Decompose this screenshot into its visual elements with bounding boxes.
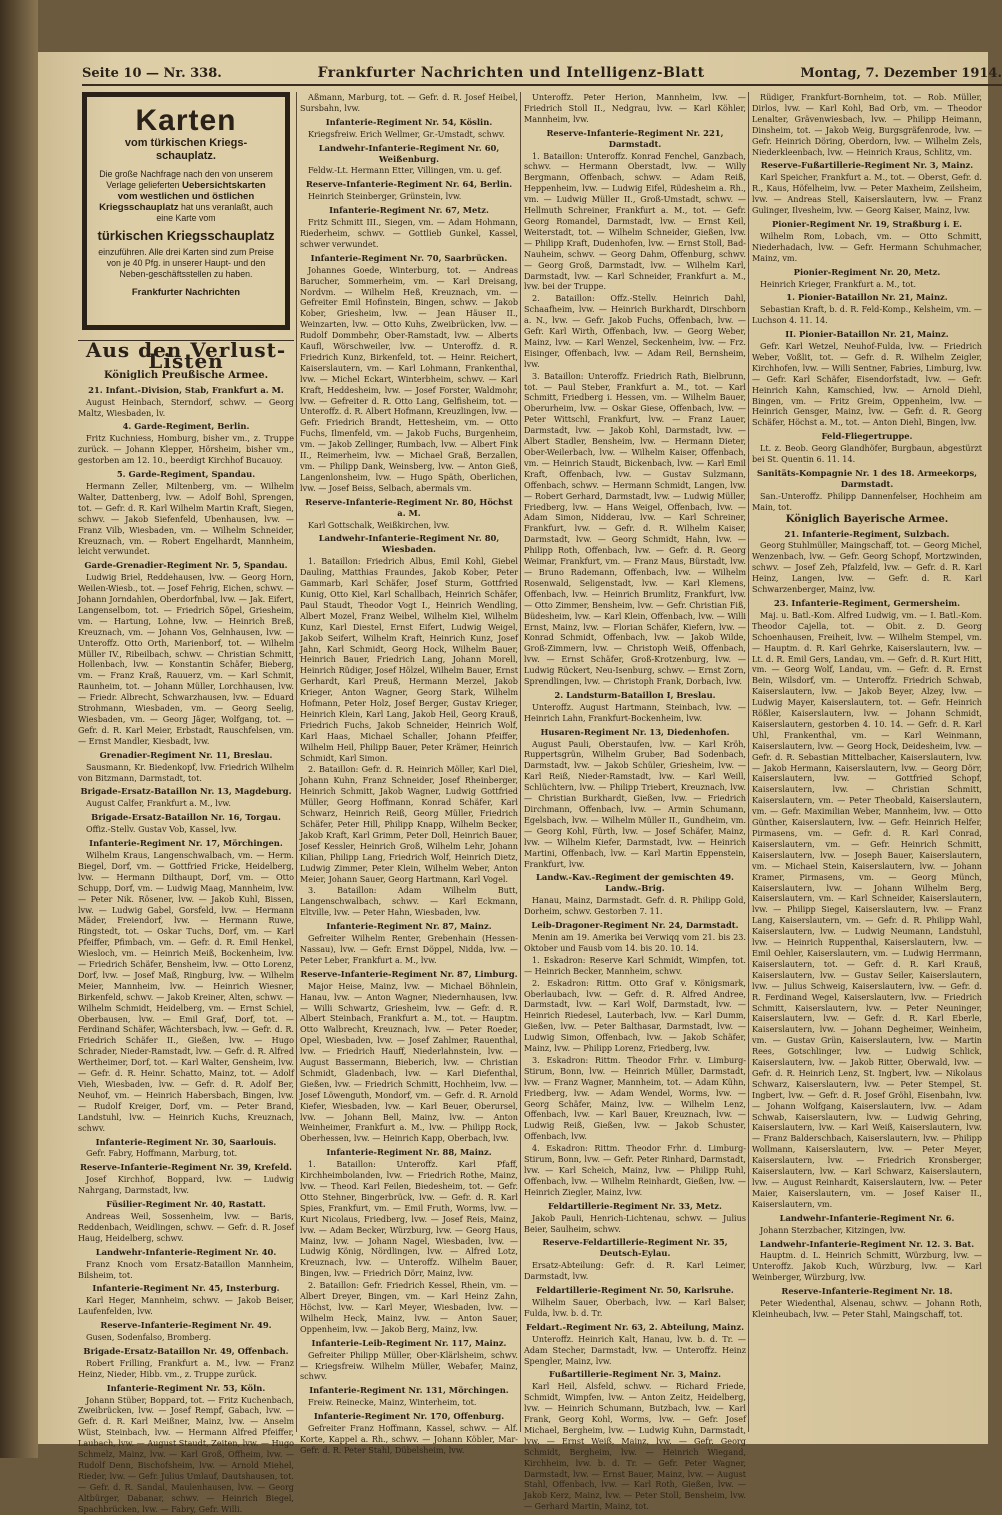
column-1-content xyxy=(78,385,294,1515)
casualty-entry: Unteroffz. Peter Herion, Mannheim, lvw. — Friedrich Stoll II., Nedgrau, lvw. — Karl Köhler, Mannheim, lvw. xyxy=(524,92,746,124)
casualty-entry: Karl Gottschalk, Weißkirchen, lvw. xyxy=(308,519,450,530)
column-4-content xyxy=(752,92,982,1320)
regiment-heading: Infanterie-Leib-Regiment Nr. 117, Mainz. xyxy=(311,1337,507,1348)
casualty-entry: Gefr. Fabry, Hoffmann, Marburg, tot. xyxy=(86,1148,238,1159)
casualty-entry: Sebastian Kraft, b. d. R. Feld-Komp., Kelsheim, vm. — Luchson 4. 11. 14. xyxy=(752,304,982,326)
regiment-heading: Infanterie-Regiment Nr. 45, Insterburg. xyxy=(92,1283,280,1294)
column-1 xyxy=(78,92,294,1514)
casualty-entry: 4. Eskadron: Rittm. Theodor Frhr. d. Limburg-Stirum, Bonn, lvw. — Gefr. Peter Rinhard, Darmstadt, lvw. — Karl Scheich, Mainz, lvw. — Philipp Ruhl, Offenbach, lvw. — Wilhelm Reinhardt, Gießen, lvw. — Heinrich Ziegler, Mainz, lvw. xyxy=(524,1143,746,1197)
casualty-entry: Josef Kirchhof, Boppard, lvw. — Ludwig Nahrgang, Darmstadt, lvw. xyxy=(78,1174,294,1196)
casualty-entry: 3. Eskadron: Rittm. Theodor Frhr. v. Limburg-Stirum, Bonn, lvw. — Heinrich Müller, Darmstadt, lvw. — Franz Wagner, Mannheim, tot. — Adam Kühn, Friedberg, lvw. — Adam Wendel, Worms, lvw. — Georg Schäfer, Mainz, lvw. — Wilhelm Lenz, Offenbach, lvw. — Karl Bauer, Kreuznach, lvw. — Ludwig Reiß, Gießen, lvw. — Jakob Schuster, Offenbach, lvw. xyxy=(524,1054,746,1142)
column-rule xyxy=(520,92,521,1432)
column-3-content xyxy=(524,92,746,1512)
regiment-heading: Garde-Grenadier-Regiment Nr. 5, Spandau. xyxy=(84,560,288,571)
casualty-entry: Wilhelm Rom, Lobach, vm. — Otto Schmitt, Niederhadach, lvw. — Gefr. Hermann Schuhmacher, Mainz, vm. xyxy=(752,230,982,263)
casualty-entry: Andreas Weil, Sossenheim, lvw. — Baris, Reddenbach, Weidlingen, schwv. — Gefr. d. R. Josef Haug, Heidelberg, schwv. xyxy=(78,1210,294,1243)
regiment-heading: Feldartillerie-Regiment Nr. 33, Metz. xyxy=(548,1200,722,1211)
casualty-entry: 2. Bataillon: Gefr. d. R. Heinrich Möller, Karl Diel, Johann Kuhn, Franz Schneider, Josef Rheinberger, Heinrich Schmitt, Jakob Wagner, Ludwig Gottfried Müller, Georg Hoffmann, Konrad Schäfer, Karl Schwarz, Heinrich Reiß, Georg Müller, Friedrich Schäfer, Peter Hill, Philipp Knapp, Wilhelm Becker, Jakob Kraft, Karl Grimm, Peter Doll, Heinrich Bauer, Josef Kessler, Heinrich Groß, Wilhelm Lehr, Johann Kilian, Philipp Lang, Friedrich Wolf, Heinrich Dietz, Ludwig Zimmer, Peter Klein, Wilhelm Weber, Anton Meier, Johann Sauer, Georg Hartmann, Karl Vogel. xyxy=(300,764,518,884)
casualty-entry: Heinrich Krieger, Frankfurt a. M., tot. xyxy=(760,278,917,289)
casualty-entry: August Heinbach, Sterndorf, schwv. — Georg Maltz, Wiesbaden, lv. xyxy=(78,396,294,418)
ad-highlight: türkischen Kriegsschauplatz xyxy=(97,228,275,243)
section-subheadline: Königlich Preußische Armee. xyxy=(103,369,269,381)
casualty-entry: Fritz Kuchniess, Homburg, bisher vm., z. Truppe zurück. — Johann Klepper, Hörsheim, bisher vm., gestorben am 12. 10., beerdigt Kirchhof Bucauoy. xyxy=(78,433,294,466)
column-3 xyxy=(524,92,746,1512)
casualty-entry: Hermann Zeller, Miltenberg, vm. — Wilhelm Walter, Dattenberg, lvw. — Adolf Bohl, Sprengen, tot. — Gefr. d. R. Karl Wilhelm Martin Kraft, Siegen, schwv. — Jakob Siefenfeld, Ubenhausen, lvw. — Franz Vilb, Wiesbaden, vm. — Wilhelm Schneider, Kreuznach, vm. — Robert Engelhardt, Mannheim, leicht verwundet. xyxy=(78,480,294,557)
casualty-entry: Heinrich Steinberger, Grünstein, lvw. xyxy=(308,191,462,202)
regiment-heading: Infanterie-Regiment Nr. 53, Köln. xyxy=(106,1382,266,1393)
casualty-entry: Peter Wiedenthal, Alsenau, schwv. — Johann Roth, Kleinheubach, lvw. — Peter Stahl, Maingschaff, tot. xyxy=(752,1298,982,1319)
ad-body-bold: Uebersichtskarten vom westlichen und östlichen Kriegsschauplatz xyxy=(99,180,266,213)
casualty-entry: Wilhelm Sauer, Oberbach, lvw. — Karl Balser, Fulda, lvw. b. d. Tr. xyxy=(524,1296,746,1318)
casualty-entry: Gefreiter Philipp Müller, Ober-Klärlsheim, schwv. — Kriegsfreiw. Wilhelm Müller, Webafer, Mainz, schwv. xyxy=(300,1349,518,1382)
casualty-entry: 3. Bataillon: Unteroffz. Friedrich Rath, Bielbrunn, tot. — Paul Steber, Frankfurt a. M., tot. — Karl Schmitt, Friedberg i. Hessen, vm. — Wilhelm Bauer, Oberurheim, lvw. — Oskar Giese, Offenbach, lvw. — Peter Wittschl, Frankfurt, lvw. — Franz Lauer, Darmstadt, lvw. — Jakob Kohl, Darmstadt, lvw. — Albert Stadler, Bensheim, lvw. — Hermann Dieter, Ober-Weilerbach, lvw. — Wilhelm Kaiser, Offenbach, vm. — Heinrich Staudt, Bickenbach, lvw. — Karl Emil Kraft, Offenbach, lvw. — Gustav Sulzmann, Offenbach, schwv. — Hermann Schmidt, Langen, lvw. — Robert Gerhard, Darmstadt, lvw. — Ludwig Müller, Friedberg, lvw. — Hans Weigel, Offenbach, lvw. — Adam Simon, Nidderau, lvw. — Karl Schreiner, Frankfurt, lvw. — Gefr. d. R. Wilhelm Kaiser, Darmstadt, lvw. — Georg Schmidt, Hahn, lvw. — Philipp Roth, Offenbach, lvw. — Gefr. d. R. Georg Weimar, Frankfurt, vm. — Franz Maus, Bürstadt, lvw. — Bruno Rademann, Offenbach, lvw. — Wilhelm Rosenwald, Seligenstadt, lvw. — Karl Klemens, Offenbach, lvw. — Heinrich Brumlitz, Frankfurt, lvw. — Otto Zimmer, Bensheim, lvw. — Gefr. Christian Fiß, Büdesheim, lvw. — Karl Klein, Offenbach, lvw. — Willi Ernst, Mainz, lvw. — Florian Schäfer, Kiefern, lvw. — Konrad Schmidt, Offenbach, lvw. — Jakob Wilde, Groß-Zimmern, lvw. — Christoph Weiß, Offenbach, lvw. — Ernst Schäfer, Groß-Krotzenburg, lvw. — Ludwig Rückert, Neu-Isenburg, schwv. — Ernst Zorn, Sprendlingen, lvw. — Christoph Frank, Dorbach, lvw. xyxy=(524,370,746,687)
casualty-entry: Johannes Goede, Winterburg, tot. — Andreas Barucher, Sommerheim, vm. — Karl Dreisang, Nordvm. — Wilhelm Heß, Kreuznach, vm. — Gefreiter Emil Hofinstein, Bingen, schwv. — Jakob Kober, Griesheim, lvw. — Jean Häuser II., Weinzarten, lvw. — Otto Kuhs, Zweibrücken, lvw. — Rudolf Dommbehr, Ober-Ramstadt, lvw. — Alberts Kaufl, Wörschweiler, lvw. — Unteroffz. d. R. Friedrich Kunz, Birkenfeld, tot. — Heinr. Reichert, Kaiserslautern, vm. — Karl Lohmann, Frankenthal, lvw. — Michel Eckart, Winterbheim, schwv. — Karl Kraft, Heddesheim, lvw. — Josef Forster, Waldmohr, lvw. — Gefreiter d. R. Otto Lang, Gelfisheim, tot. — Unteroffz. d. R. Albert Hofmann, Kreuzlingen, lvw. — Gefr. Friedrich Brandt, Hettesheim, vm. — Otto Fuchs, Ilmenfeld, vm. — Jakob Fuchs, Burgenheim, vm. — Jakob Zellinger, Rumbach, lvw. — Albert Fink II., Reimerheim, lvw. — Michael Graß, Berzallen, vm. — Philipp Dank, Weinsberg, lvw. — Anton Gieß, Langenlonsheim, lvw. — Hugo Späth, Oberlichen, lvw. — Josef Beiss, Selbach, abermals vm. xyxy=(300,264,518,493)
ad-subtitle: vom türkischen Kriegs-schauplatz. xyxy=(124,137,248,162)
casualty-entry: Feldw.-Lt. Hermann Etter, Villingen, vm. u. gef. xyxy=(308,165,502,176)
book-spine xyxy=(0,0,38,1458)
regiment-heading: Königlich Bayerische Armee. xyxy=(785,513,949,525)
regiment-heading: Infanterie-Regiment Nr. 67, Metz. xyxy=(329,205,489,216)
regiment-heading: Infanterie-Regiment Nr. 170, Offenburg. xyxy=(313,1411,505,1422)
casualty-entry: 1. Eskadron: Reserve Karl Schmidt, Wimpfen, tot. — Heinrich Becker, Mannheim, schwv. xyxy=(524,954,746,976)
casualty-entry: Karl Heger, Mannheim, schwv. — Jakob Beiser, Laufenfelden, lvw. xyxy=(78,1295,294,1317)
casualty-entry: 1. Bataillon: Unteroffz. Konrad Fenchel, Ganzbach, schwv. — Hermann Oberstadt, lvw. — Willy Bergmann, Offenbach, schwv. — Adam Reiß, Heppenheim, lvw. — Ludwig Eifel, Rüdesheim a. Rh., vm. — Ludwig Müller II., Groß-Umstadt, schwv. — Hellmuth Schreiner, Frankfurt a. M., tot. — Gefr. Georg Romandel, Darmstadt, lvw. — Ernst Keil, Weiterstadt, tot. — Wilhelm Schneider, Gießen, lvw. — Philipp Kraft, Dudenhofen, lvw. — Ernst Stoll, Bad-Nauheim, schwv. — Georg Dahm, Offenburg, schwv. — Georg Groß, Darmstadt, lvw. — Wilhelm Karl, Darmstadt, lvw. — Karl Schneider, Frankfurt a. M., lvw. bei der Truppe. xyxy=(524,150,746,292)
casualty-entry: Fritz Schmitt III., Siegen, vm. — Adam Hohmann, Riederheim, schwv. — Gottlieb Gunkel, Kassel, schwer verwundet. xyxy=(300,217,518,249)
regiment-heading: Fußartillerie-Regiment Nr. 3, Mainz. xyxy=(548,1369,722,1380)
casualty-entry: Lt. z. Beob. Georg Glandhöfer, Burgbaun, abgestürzt bei St. Quentin 6. 11. 14. xyxy=(752,443,982,465)
casualty-entry: Robert Frilling, Frankfurt a. M., lvw. — Franz Heinz, Nieder, Hibb. vm., z. Truppe zurück. xyxy=(78,1357,294,1379)
casualty-entry: Jakob Pauli, Henrich-Lichtenau, schwv. — Julius Beier, Saulheim, schwv. xyxy=(524,1212,746,1234)
regiment-heading: Feld-Fliegertruppe. xyxy=(821,431,913,442)
regiment-heading: Infanterie-Regiment Nr. 70, Saarbrücken. xyxy=(310,252,508,263)
regiment-heading: Reserve-Infanterie-Regiment Nr. 221, Darmstadt. xyxy=(546,127,724,149)
regiment-heading: Reserve-Feldartillerie-Regiment Nr. 35, Deutsch-Eylau. xyxy=(542,1237,728,1259)
casualty-entry: Gefreiter Franz Hoffmann, Kassel, schwv. — Alf. Korte, Kappel a. Rh., schwv. — Johann Köbler, Mar-Gefr. d. R. Peter Stahl, Dübelsheim, lvw. xyxy=(300,1423,518,1455)
ad-body-text: Die große Nachfrage nach den von unserem Verlage gelieferten xyxy=(99,169,273,190)
regiment-heading: Reserve-Infanterie-Regiment Nr. 39, Krefeld. xyxy=(79,1162,293,1173)
casualty-entry: Maj. u. Batl.-Kom. Alfred Ludwig, vm. — I. Batl.-Kom. Theodor Cajella, tot. — Obit. z. D. Georg Schoenhausen, Freiheit, lvw. — Wilhelm Stempel, vm. — Hauptm. d. R. Karl Gehrke, Kaiserslautern, lvw. — Lt. d. R. Emil Gers, Landau, vm. — Gefr. d. R. Kurt Hitt, vm. — Georg Wolf, Landau, vm. — Gefr. d. R. Ernst Bein, Wilsdorf, vm. — Unteroffz. Friedrich Schwab, Kaiserslautern, lvw. — Jakob Beyer, Alzey, lvw. — Ludwig Mayer, Kaiserslautern, tot. — Gefr. Heinrich Rößler, Kaiserslautern, lvw. — Johann Schmidt, Kaiserslautern, gestorben 4. 10. 14. — Gefr. d. R. Karl Uhl, Frankenthal, vm. — Karl Weinmann, Kaiserslautern, lvw. — Georg Hock, Deidesheim, lvw. — Gefr. d. R. Sebastian Mittelbacher, Kaiserslautern, lvw. — Jakob Hermann, Kaiserslautern, lvw. — Georg Dörr, Kaiserslautern, lvw. — Gottfried Schopf, Kaiserslautern, lvw. — Christian Schmitt, Kaiserslautern, vm. — Peter Theobald, Kaiserslautern, vm. — Gefr. Maximilian Weber, Mannheim, lvw. — Otto Günther, Kaiserslautern, lvw. — Gefr. Heinrich Helfer, Pirmasens, vm. — Gefr. d. R. Karl Conrad, Kaiserslautern, vm. — Gefr. Heinrich Schmitt, Kaiserslautern, lvw. — Joseph Bauer, Kaiserslautern, vm. — Michael Stein, Kaiserslautern, lvw. — Johann Kramer, Pirmasens, vm. — Georg Münch, Kaiserslautern, lvw. — Johann Wilhelm Berg, Kaiserslautern, vm. — Karl Schneider, Kaiserslautern, lvw. — Philipp Siegel, Kaiserslautern, lvw. — Franz Lang, Kaiserslautern, vm. — Gefr. d. R. Philipp Wahl, Kaiserslautern, lvw. — Ludwig Neumann, Landstuhl, lvw. — Heinrich Ruppenthal, Kaiserslautern, lvw. — Emil Oehler, Kaiserslautern, vm. — Ludwig Herrmann, Kaiserslautern, tot. — Gefr. d. R. Karl Krauß, Kaiserslautern, lvw. — Gustav Seiler, Kaiserslautern, lvw. — Julius Schweig, Kaiserslautern, lvw. — Gefr. d. R. Ferdinand Wegel, Kaiserslautern, lvw. — Friedrich Schmitt, Kaiserslautern, lvw. — Peter Neuninger, Kaiserslautern, lvw. — Gefr. d. R. Karl Eberle, Kaiserslautern, lvw. — Johann Degheimer, Weinheim, vm. — Gustav Grün, Kaiserslautern, lvw. — Martin Rees, Gotschlinger, lvw. — Ludwig Schlick, Kaiserslautern, lvw. — Jakob Ritter, Oberwald, lvw. — Gefr. d. R. Heinrich Lenz, St. Ingbert, lvw. — Nikolaus Schwarz, Kaiserslautern, lvw. — Peter Stempel, St. Ingbert, lvw. — Gefr. d. R. Josef Gröhl, Eisenbahn, lvw. — Johann Wolfgang, Kaiserslautern, lvw. — Adam Schwab, Kaiserslautern, lvw. — Ludwig Gehring, Kaiserslautern, lvw. — Karl Weiß, Kaiserslautern, lvw. — Franz Balderschbach, Kaiserslautern, lvw. — Philipp Wollmann, Kaiserslautern, lvw. — Peter Meyer, Kaiserslautern, lvw. — Friedrich Kronsberger, Kaiserslautern, lvw. — Karl Schwarz, Kaiserslautern, lvw. — August Reinhardt, Kaiserslautern, lvw. — Peter Maier, Kaiserslautern, vm. — Josef Kaiser II., Kaiserslautern, vm. xyxy=(752,609,982,1209)
section-headline: Aus den Verlust-Listen xyxy=(78,340,294,367)
regiment-heading: 1. Pionier-Bataillon Nr. 21, Mainz. xyxy=(786,292,948,303)
column-2 xyxy=(300,92,518,1455)
regiment-heading: Landwehr-Infanterie-Regiment Nr. 40. xyxy=(95,1246,277,1257)
column-4 xyxy=(752,92,982,1432)
casualty-entry: August Pauli, Oberstaufen, lvw. — Karl Kröh, Ruppertsgrün, Wilhelm Gruber, Bad Sodenbach, Darmstadt, lvw. — Jakob Schüler, Griesheim, lvw. — Karl Reiß, Nieder-Ramstadt, lvw. — Karl Weill, Schlüchtern, lvw. — Philipp Triebert, Kreuznach, lvw. — Christian Burkhardt, Gießen, lvw. — Friedrich Dirchmann, Offenbach, lvw. — Armin Schumann, Egelsbach, lvw. — Wilhelm Müller II., Gundheim, vm. — Georg Kohl, Fürth, lvw. — Josef Schäfer, Mainz, lvw. — Wilhelm Kiefer, Darmstadt, lvw. — Heinrich Martini, Offenbach, lvw. — Karl Martin Eppenstein, Frankfurt, lvw. xyxy=(524,738,746,869)
ad-body-2: einzuführen. Alle drei Karten sind zum Preise von je 40 Pfg. in unserer Haupt- und den Neben-geschäftsstellen zu haben. xyxy=(98,247,274,279)
casualty-entry: Karl Heil, Alsfeld, schwv. — Richard Friede, Schmidt, Wimpfen, lvw. — Anton Zeitz, Heidelberg, lvw. — Heinrich Schumann, Butzbach, lvw. — Karl Frank, Georg Kohl, Worms, lvw. — Gefr. Josef Michael, Bergheim, lvw. — Ludwig Kuhn, Darmstadt, lvw. — Ernst Weiß, Mainz, lvw. — Gefr. Georg Schmidt, Bergheim, lvw. — Heinrich Wiegand, Kirchheim, lvw. b. d. Tr. — Gefr. Peter Wagner, Darmstadt, lvw. — Ernst Bauer, Mainz, lvw. — August Stahl, Offenbach, lvw. — Karl Roth, Gießen, lvw. — Jakob Kerz, Mainz, lvw. — Peter Stoll, Bensheim, lvw. — Gerhard Martin, Mainz, tot. xyxy=(524,1381,746,1512)
regiment-heading: 21. Infant.-Division, Stab, Frankfurt a. M. xyxy=(88,384,284,395)
regiment-heading: 23. Infanterie-Regiment, Germersheim. xyxy=(773,597,961,608)
regiment-heading: Reserve-Infanterie-Regiment Nr. 64, Berlin. xyxy=(305,179,513,190)
casualty-entry: Ludwig Briel, Reddehausen, lvw. — Georg Horn, Weilen-Wiesb., tot. — Josef Fehrig, Eichen, schwv. — Johann Jorndahlen, Oberdorfnbal, lvw. — Jak. Eifert, Langenselbom, tot. — Friedrich Söpel, Griesheim, vm. — Hartung, Lohne, lvw. — Heinrich Breß, Kreuznach, vm. — Johann Vos, Gelnhausen, lvw. — Unteroffz. Otto Orth, Marienborf, tot. — Wilhelm Müller IV., Ribeilbach, schwv. — Christian Schmitt, Hollenbach, lvw. — Konstantin Schäfer, Bieberg, vm. — Franz Kraß, Rauuerz, vm. — Karl Schmit, Raunheim, tot. — Johann Müller, Lorchhausen, lvw. — Friedr. Albrecht, Schwarzhausen, lvw. — Eduard Strohmann, Wiesbaden, vm. — Georg Seelig, Wiesbaden, vm. — Georg Jäger, Wolfgang, tot. — Gefr. d. R. Karl Meier, Erbstadt, Rauschfelsen, vm. — Ernst Mandler, Kiesbadt, lvw. xyxy=(78,572,294,746)
regiment-heading: Infanterie-Regiment Nr. 131, Mörchingen. xyxy=(309,1385,509,1396)
ad-footer: Frankfurter Nachrichten xyxy=(131,287,241,298)
column-rule xyxy=(748,92,749,1432)
regiment-heading: Grenadier-Regiment Nr. 11, Breslau. xyxy=(99,749,273,760)
regiment-heading: Infanterie-Regiment Nr. 88, Mainz. xyxy=(326,1147,492,1158)
regiment-heading: Reserve-Infanterie-Regiment Nr. 80, Höchst a. M. xyxy=(305,496,513,518)
casualty-entry: Freiw. Reinecke, Mainz, Winterheim, tot. xyxy=(308,1397,477,1408)
casualty-entry: 2. Bataillon: Offz.-Stellv. Heinrich Dahl, Schaafheim, lvw. — Heinrich Burkhardt, Dirschborn a. N., lvw. — Gefr. Jakob Fuchs, Offenbach, lvw. — Gefr. Karl Wirth, Offenbach, lvw. — Georg Weber, Mainz, lvw. — Karl Wenzel, Seckenheim, lvw. — Frz. Eisinger, Offenbach, lvw. — Adam Reil, Bernsheim, lvw. xyxy=(524,293,746,369)
casualty-entry: Rüdiger, Frankfurt-Bornheim, tot. — Rob. Müller, Dirlos, lvw. — Karl Kohl, Bad Orb, vm. — Theodor Lenalter, Grävenwiesbach, lvw. — Philipp Heimann, Dinsheim, tot. — Jakob Weig, Burgsgräfenrode, lvw. — Gefr. Heinrich Döring, Oberdorn, lvw. — Wilhelm Zels, Niederkleenbach, lvw. — Heinrich Kraus, Schlitz, vm. xyxy=(752,92,982,157)
regiment-heading: Husaren-Regiment Nr. 13, Diedenhofen. xyxy=(540,726,730,737)
ad-body xyxy=(97,169,275,224)
casualty-entry: Ersatz-Abteilung: Gefr. d. R. Karl Leimer, Darmstadt, lvw. xyxy=(524,1260,746,1282)
casualty-entry: Gefr. Karl Wetzel, Neuhof-Fulda, lvw. — Friedrich Weber, Voßlit, tot. — Gefr. d. R. Wilhelm Zeigler, Kirchhofen, lvw. — Willi Sentner, Fabries, Limburg, lvw. — Gefr. Karl Schäfer, Eisendorfstadt, lvw. — Gefr. Heinrich Kahn, Kamschied, lvw. — Arnold Diehl, Bingen, vm. — Fritz Greim, Oppenheim, lvw. — Heinrich Gensger, Mainz, lvw. — Gefr. d. R. Georg Schäfer, Höchst a. M., tot. — Anton Diehl, Bingen, lvw. xyxy=(752,341,982,428)
regiment-heading: Feldart.-Regiment Nr. 63, 2. Abteilung, Mainz. xyxy=(525,1321,745,1332)
regiment-heading: 2. Landsturm-Bataillon I, Breslau. xyxy=(554,689,716,700)
regiment-heading: 21. Infanterie-Regiment, Sulzbach. xyxy=(784,528,950,539)
regiment-heading: Infanterie-Regiment Nr. 54, Köslin. xyxy=(325,116,493,127)
casualty-entry: 1. Bataillon: Unteroffz. Karl Pfaff, Kirchheimbolanden, lvw. — Friedrich Rothe, Mainz, lvw. — Theod. Karl Feilen, Biedesheim, tot. — Gefr. Otto Stehner, Bingerbrück, lvw. — Gefr. d. R. Karl Spies, Frankfurt, vm. — Emil Fruth, Worms, lvw. — Kurt Nicolaus, Friedberg, lvw. — Josef Reis, Mainz, lvw. — Adam Becker, Würzburg, lvw. — Georg Haus, Mainz, lvw. — Johann Nagel, Wiesbaden, lvw. — Ludwig König, Nördlingen, lvw. — Alfred Lotz, Kreuznach, lvw. — Unteroffz. Wilhelm Bauer, Bingen, lvw. — Friedrich Dörr, Mainz, lvw. xyxy=(300,1159,518,1279)
regiment-heading: Infanterie-Regiment Nr. 30, Saarlouis. xyxy=(95,1136,277,1147)
page-number: Seite 10 — Nr. 338. xyxy=(82,65,222,81)
regiment-heading: Landw.-Kav.-Regiment der gemischten 49. Landw.-Brig. xyxy=(536,872,734,894)
casualty-entry: Unteroffz. August Hartmann, Steinbach, lvw. — Heinrich Lahn, Frankfurt-Bockenheim, lvw. xyxy=(524,701,746,723)
casualty-entry: Kriegsfreiw. Erich Wellmer, Gr.-Umstadt, schwv. xyxy=(308,128,505,139)
ad-body-text: hat uns veranlaßt, auch eine Karte vom xyxy=(156,202,273,223)
casualty-entry: Georg Stuhlmüller, Maingschaff, tot. — Georg Michel, Wenzenbach, lvw. — Gefr. Georg Schopf, Mortzwinden, schwv. — Josef Zeh, Pfalzfeld, lvw. — Gefr. d. R. Karl Heinz, Langen, lvw. — Gefr. d. R. Karl Schwarzenberger, Mainz, lvw. xyxy=(752,540,982,595)
casualty-entry: Sausmann, Kr. Biedenkopf, lvw. Friedrich Wilhelm von Bitzmann, Darmstadt, tot. xyxy=(78,761,294,783)
casualty-entry: 1. Bataillon: Friedrich Albus, Emil Kohl, Giebel Dauling, Matthias Fraundes, Jakob Kober, Peter Gammarb, Karl Schäfer, Josef Sturm, Gottfried Kunig, Otto Kiel, Karl Schallbach, Heinrich Schäfer, Paul Staudt, Theodor Vogt I., Heinrich Wendling, Albert Mozel, Franz Weibel, Wilhelm Kiel, Wilhelm Kunz, Karl Diestel, Ernst Eifert, Ludwig Weigel, Jakob Seifert, Wilhelm Kraft, Heinrich Kunz, Josef Jahn, Karl Schmidt, Georg Hock, Wilhelm Bauer, Heinrich Bauer, Friedrich Lang, Johann Morell, Heinrich Rüdiger, Josef Hölzel, Wilhelm Bauer, Ernst Gerhardt, Karl Preuß, Hermann Merzel, Jakob Krieger, Anton Wagner, Georg Stark, Wilhelm Hofmann, Peter Holz, Josef Berger, Gustav Krieger, Heinrich Klein, Karl Lang, Jakob Heil, Georg Krauß, Friedrich Fuchs, Jakob Schneider, Heinrich Wolf, Karl Haas, Michael Schaller, Johann Pfeiffer, Wilhelm Heil, Philipp Bauer, Peter Krämer, Heinrich Schmidt, Karl Simon. xyxy=(300,556,518,763)
casualty-entry: Unteroffz. Heinrich Kalt, Hanau, lvw. b. d. Tr. — Adam Stecher, Darmstadt, lvw. — Unteroffz. Heinz Spengler, Mainz, lvw. xyxy=(524,1333,746,1366)
regiment-heading: Leib-Dragoner-Regiment Nr. 24, Darmstadt. xyxy=(531,920,739,931)
regiment-heading: Landwehr-Infanterie-Regiment Nr. 80, Wiesbaden. xyxy=(318,533,500,555)
ad-title: Karten xyxy=(135,104,237,137)
casualty-entry: San.-Unteroffz. Philipp Dannenfelser, Hochheim am Main, tot. xyxy=(752,490,982,512)
newspaper-title: Frankfurter Nachrichten und Intelligenz-Blatt xyxy=(317,65,705,81)
regiment-heading: II. Pionier-Bataillon Nr. 21, Mainz. xyxy=(785,329,949,340)
regiment-heading: Pionier-Regiment Nr. 19, Straßburg i. E. xyxy=(771,218,963,229)
casualty-entry: August Calfer, Frankfurt a. M., lvw. xyxy=(86,798,231,809)
casualty-entry: 3. Bataillon: Adam Wilhelm Butt, Langenschwalbach, schwv. — Karl Eckmann, Eltville, lvw. — Peter Hahn, Wiesbaden, lvw. xyxy=(300,885,518,918)
regiment-heading: Reserve-Infanterie-Regiment Nr. 49. xyxy=(100,1320,272,1331)
casualty-entry: Hauptm. d. L. Heinrich Schmitt, Würzburg, lvw. — Unteroffz. Jakob Kuch, Würzburg, lvw. — Karl Weinberger, Würzburg, lvw. xyxy=(752,1250,982,1283)
map-advertisement xyxy=(82,92,290,330)
regiment-heading: Infanterie-Regiment Nr. 17, Mörchingen. xyxy=(89,838,283,849)
regiment-heading: Brigade-Ersatz-Bataillon Nr. 16, Torgau. xyxy=(91,812,281,823)
regiment-heading: Pionier-Regiment Nr. 20, Metz. xyxy=(793,266,941,277)
casualty-entry: Wilhelm Kraus, Langenschwalbach, vm. — Herm. Biegel, Dorf, vm. — Gottfried Fricke, Heidelberg, lvw. — Hermann Dilthaupt, Dorf, vm. — Otto Schupp, Dorf, vm. — Ludwig Maag, Mannheim, lvw. — Peter Nik. Rösener, lvw. — Jakob Kuhl, Bissen, lvw. — Ludwig Gabel, Gorsfeld, lvw. — Hermann Mäder, Freiendorf, lvw. — Hermann Ruwe, Ringstedt, tot. — Oskar Tuchs, Dorf, vm. — Karl Pfeiffer, Pfimbach, vm. — Gefr. d. R. Emil Henkel, Wiesloch, vm. — Heinrich Meiß, Bockenheim, lvw. — Friedrich Schäfer, Bensheim, lvw. — Otto Lorenz, Dorf, lvw. — Josef Maß, Ringburg, lvw. — Wilhelm Meier, Mannheim, lvw. — Heinrich Wiesner, Birkenfeld, schwv. — Jakob Kreiner, Alten, schwv. — Wilhelm Schmidt, Heidelberg, vm. — Ernst Schiel, Oberbausen, lvw. — Emil Graf, Dorf, tot. — Ferdinand Schäfer, Wächtersbach, lvw. — Gefr. d. R. Friedrich Schäfer II., Gießen, lvw. — Hugo Schrader, Nieder-Ramstadt, lvw. — Gefr. d. R. Alfred Wertheimer, Dorf, tot. — Karl Walter, Gensheim, lvw. — Gefr. d. R. Heinr. Schatto, Mainz, tot. — Adolf Vieh, Wiesbaden, lvw. — Gefr. d. R. Adolf Ber, Neuhof, vm. — Heinrich Habersbach, Bingen, lvw. — Rudolf Kreiger, Dorf, vm. — Peter Brand, Landstuhl, lvw. — Heinrich Kuchs, Kreuznach, schwv. xyxy=(78,849,294,1133)
casualty-entry: Franz Knoch vom Ersatz-Bataillon Mannheim, Bilsheim, tot. xyxy=(78,1258,294,1280)
regiment-heading: Sanitäts-Kompagnie Nr. 1 des 18. Armeekorps, Darmstadt. xyxy=(756,468,978,489)
casualty-entry: 2. Eskadron: Rittm. Otto Graf v. Königsmark, Oberlaubach, lvw. — Gefr. d. R. Alfred Andree, Darmstadt, lvw. — Karl Wolf, Darmstadt, lvw. — Heinrich Riedesel, Lauterbach, lvw. — Karl Dumm, Gießen, lvw. — Peter Balthasar, Darmstadt, lvw. — Ludwig Simon, Offenbach, lvw. — Jakob Schäfer, Mainz, lvw. — Philipp Lorenz, Friedberg, lvw. xyxy=(524,977,746,1054)
masthead xyxy=(82,62,1002,86)
casualty-entry: Gefreiter Wilhelm Renter, Grebenhain (Hessen-Nassau), lvw. — Gefr. Ernst Döppel, Nidda, lvw. — Peter Leber, Frankfurt a. M., lvw. xyxy=(300,933,518,965)
regiment-heading: 5. Garde-Regiment, Spandau. xyxy=(116,469,256,480)
regiment-heading: Landwehr-Infanterie-Regiment Nr. 6. xyxy=(779,1212,955,1223)
regiment-heading: Infanterie-Regiment Nr. 87, Mainz. xyxy=(326,921,492,932)
casualty-entry: Karl Speicher, Frankfurt a. M., tot. — Oberst, Gefr. d. R., Kaus, Höfelheim, lvw. — Peter Maxheim, Zeilsheim, lvw. — Andreas Stell, Kaiserslautern, lvw. — Franz Gulinger, Ilvesheim, lvw. — Georg Kaiser, Mainz, lvw. xyxy=(752,172,982,216)
regiment-heading: Feldartillerie-Regiment Nr. 50, Karlsruhe. xyxy=(536,1285,734,1296)
regiment-heading: 4. Garde-Regiment, Berlin. xyxy=(122,421,250,432)
regiment-heading: Landwehr-Infanterie-Regiment Nr. 60, Weißenburg. xyxy=(318,142,500,164)
issue-date: Montag, 7. Dezember 1914. xyxy=(800,65,1002,81)
casualty-entry: Johann Sterzbacher, Kitzingen, lvw. xyxy=(760,1224,906,1235)
casualty-entry: Offiz.-Stellv. Gustav Vob, Kassel, lvw. xyxy=(86,824,237,835)
regiment-heading: Reserve-Fußartillerie-Regiment Nr. 3, Mainz. xyxy=(760,160,974,171)
regiment-heading: Landwehr-Infanterie-Regiment Nr. 12. 3. Bat. xyxy=(759,1238,975,1249)
casualty-entry: Major Heise, Mainz, lvw. — Michael Böhnlein, Hanau, lvw. — Anton Wagner, Niedernhausen, lvw. — Willi Schwartz, Griesheim, lvw. — Gefr. d. R. Albert Steinbach, Frankfurt a. M., tot. — Hauptm. Otto Walbrecht, Kreuznach, lvw. — Peter Roeder, Opel, Wiesbaden, lvw. — Josef Zahlmer, Rauenthal, lvw. — Friedrich Hauff, Niederlahnstein, lvw. — August Bassermann, Bieberich, lvw. — Christian Schmidt, Gladenbach, lvw. — Karl Diefenthal, Gießen, lvw. — Friedrich Schmitt, Hochheim, lvw. — Josef Löwenguth, Mondorf, vm. — Gefr. d. R. Arnold Kiefer, Wiesbaden, lvw. — Karl Beuer, Oberursel, lvw. — Johann Bell, Mainz, lvw. — Anton Weinheimer, Frankfurt a. M., lvw. — Philipp Rock, Oberhessen, lvw. — Heinrich Kapp, Oberbach, lvw. xyxy=(300,980,518,1144)
regiment-heading: Brigade-Ersatz-Bataillon Nr. 13, Magdeburg. xyxy=(80,786,292,797)
regiment-heading: Füsilier-Regiment Nr. 40, Rastatt. xyxy=(106,1199,266,1210)
casualty-entry: Aßmann, Marburg, tot. — Gefr. d. R. Josef Heibel, Sursbahn, lvw. xyxy=(300,92,518,113)
casualty-entry: Hanau, Mainz, Darmstadt. Gefr. d. R. Philipp Gold, Dorheim, schwv. Gestorben 7. 11. xyxy=(524,895,746,917)
casualty-entry: 2. Bataillon: Gefr. Friedrich Kessel, Rhein, vm. — Albert Dreyer, Bingen, vm. — Karl Heinz Zahn, Höchst, lvw. — Karl Meyer, Wiesbaden, lvw. — Wilhelm Heck, Mainz, lvw. — Anton Sauer, Oppenheim, lvw. — Jakob Berg, Mainz, lvw. xyxy=(300,1280,518,1334)
regiment-heading: Reserve-Infanterie-Regiment Nr. 18. xyxy=(781,1286,953,1297)
regiment-heading: Brigade-Ersatz-Bataillon Nr. 49, Offenbach. xyxy=(83,1345,289,1356)
casualty-entry: Johann Stüber, Boppard, tot. — Fritz Kuchenbach, Zweibrücken, lvw. — Josef Rempf, Gabach, lvw. — Gefr. d. R. Karl Meißner, Mainz, lvw. — Anselm Wüst, Steinbach, lvw. — Hermann Alfred Pfeiffer, Laubach, lvw. — August Staudt, Zeiten, lvw. — Hugo Schmelz, Mainz, lvw. — Karl Groß, Offheim, lvw. — Rudolf Denn, Bischofsheim, lvw. — Arnold Miehel, Rieder, lvw. — Gefr. Julius Umlauf, Dautshausen, tot. — Gefr. d. R. Sandal, Maulenhausen, lvw. — Georg Altbürger, Dabanar, schwv. — Heinrich Biegel, Spachbrücken, lvw. — Fabry, Gefr. Willi. xyxy=(78,1394,294,1514)
newspaper-page xyxy=(38,52,1002,1514)
regiment-heading: Reserve-Infanterie-Regiment Nr. 87, Limburg. xyxy=(300,968,518,979)
casualty-entry: Menin am 19. Amerika bei Verwiqq vom 21. bis 23. Oktober und Fausb vom 14. bis 20. 10. 14. xyxy=(524,931,746,953)
column-2-content xyxy=(300,92,518,1456)
column-rule xyxy=(296,92,297,1432)
casualty-entry: Gusen, Sodenfalso, Bromberg. xyxy=(86,1332,212,1343)
